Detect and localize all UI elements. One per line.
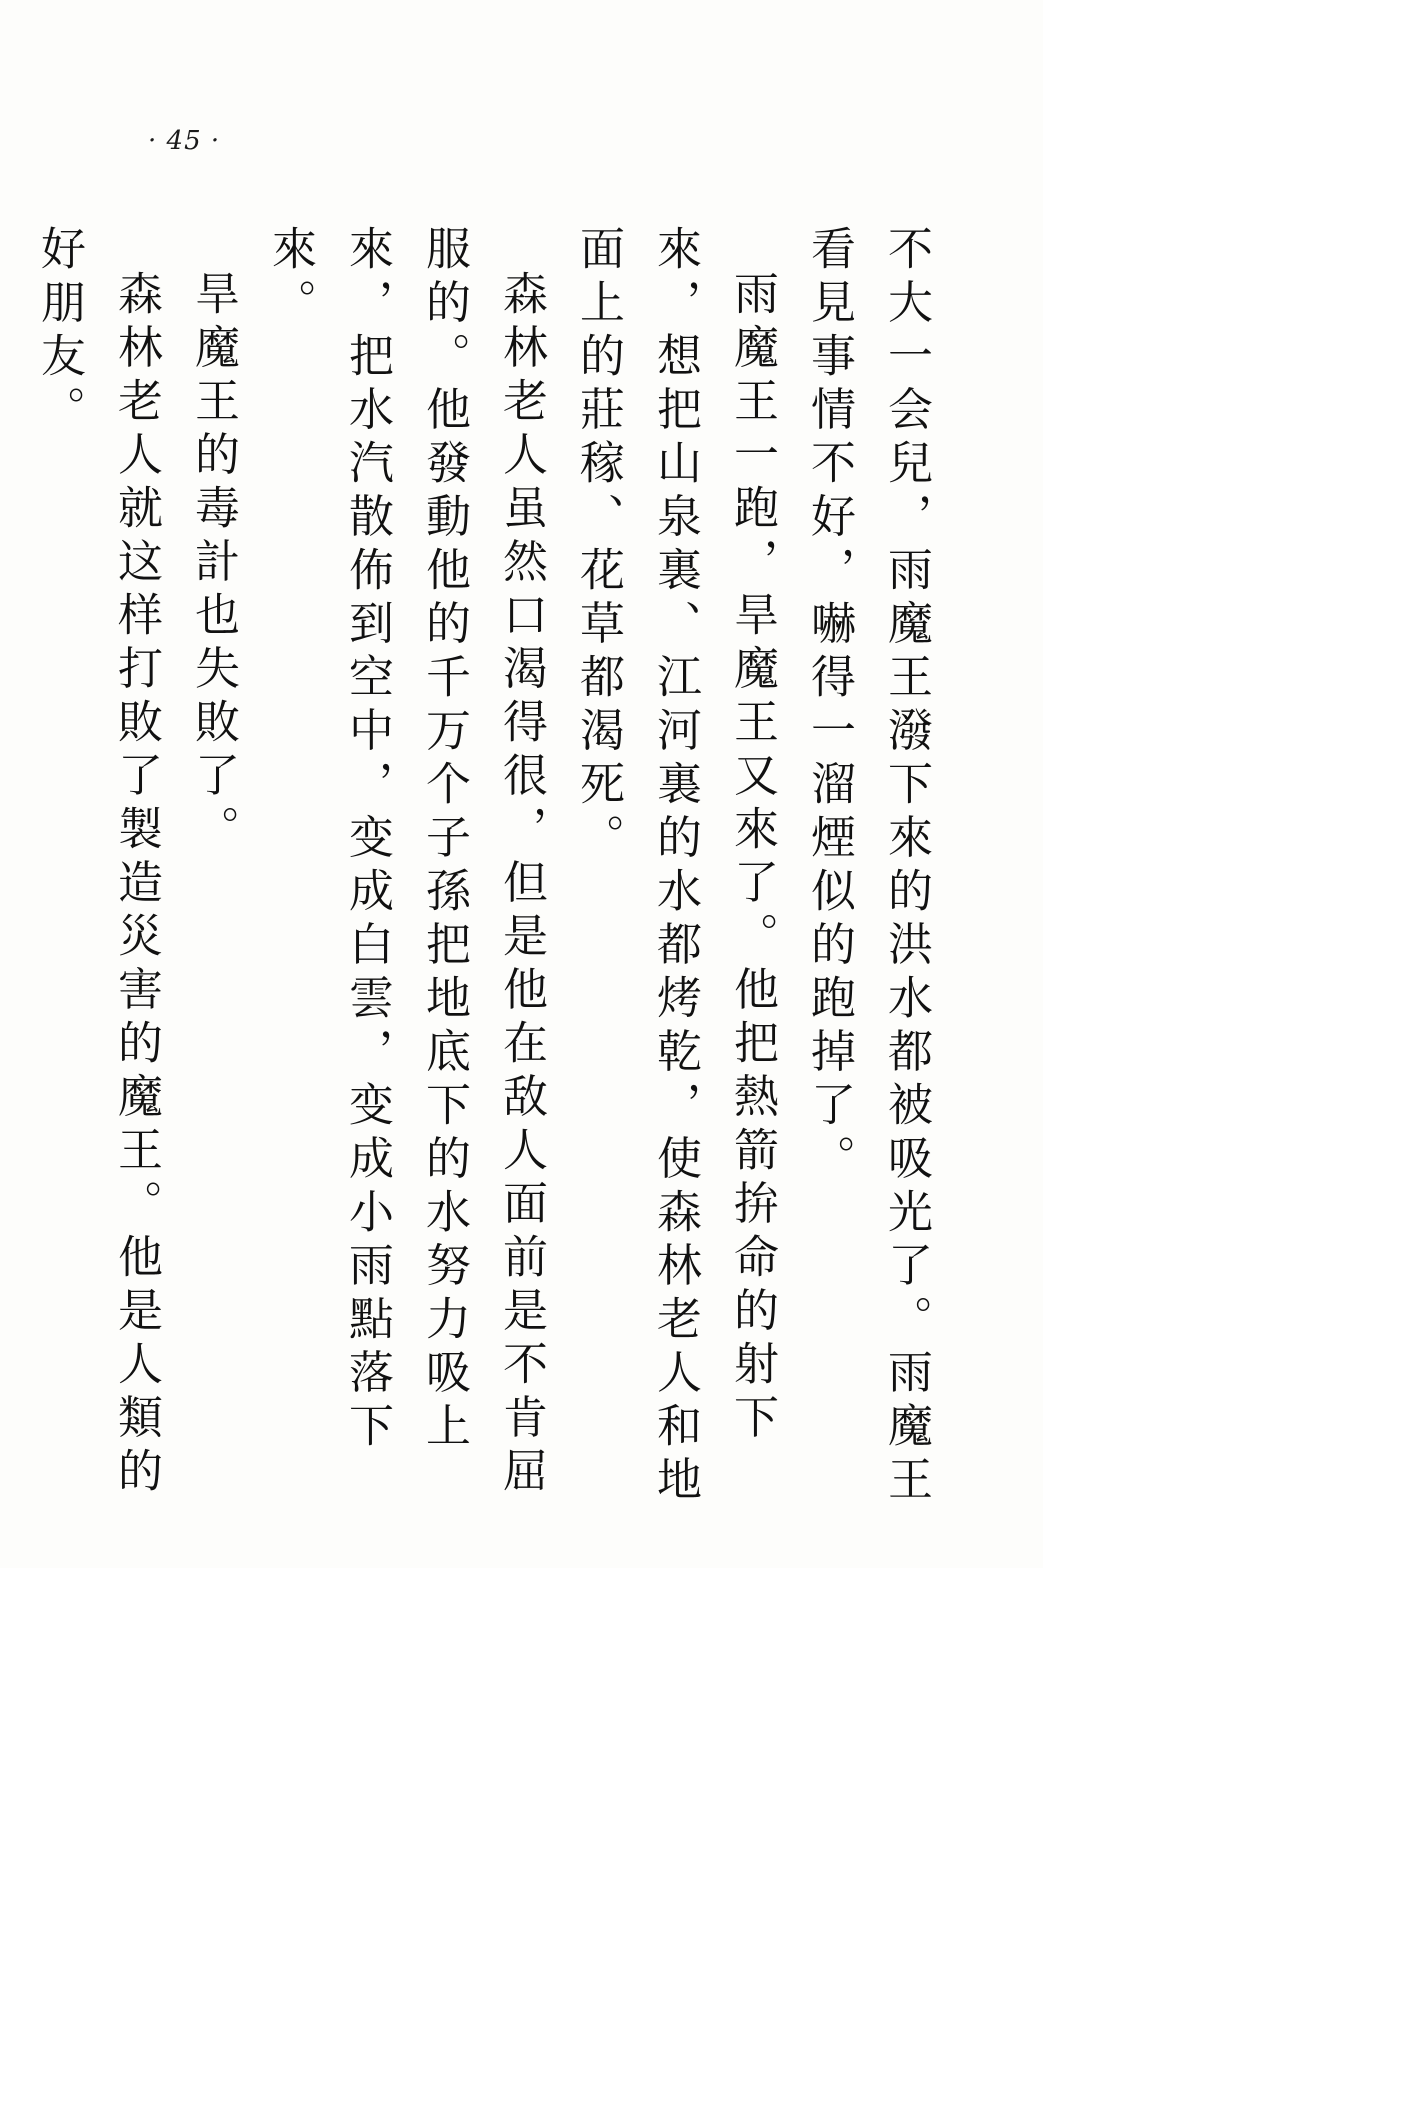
paragraph-3: 森林老人虽然口渴得很，但是他在敌人面前是不肯屈服的。他發動他的千万个子孫把地底下的水努力吸上來，把水汽散佈到空中，变成白雲，变成小雨點落下來。	[264, 225, 548, 1501]
page-number: · 45 ·	[148, 126, 221, 156]
vertical-text-body	[33, 225, 945, 1515]
paragraph-1: 不大一会兒，雨魔王潑下來的洪水都被吸光了。雨魔王看見事情不好，嚇得一溜煙似的跑掉了。	[803, 225, 933, 1509]
paragraph-5: 森林老人就这样打敗了製造災害的魔王。他是人類的好朋友。	[33, 225, 163, 1501]
paragraph-4: 旱魔王的毒計也失敗了。	[187, 270, 240, 859]
paragraph-2: 雨魔王一跑，旱魔王又來了。他把熱箭拚命的射下來，想把山泉裏、江河裏的水都烤乾，使森林老人和地面上的莊稼、花草都渴死。	[572, 225, 779, 1509]
